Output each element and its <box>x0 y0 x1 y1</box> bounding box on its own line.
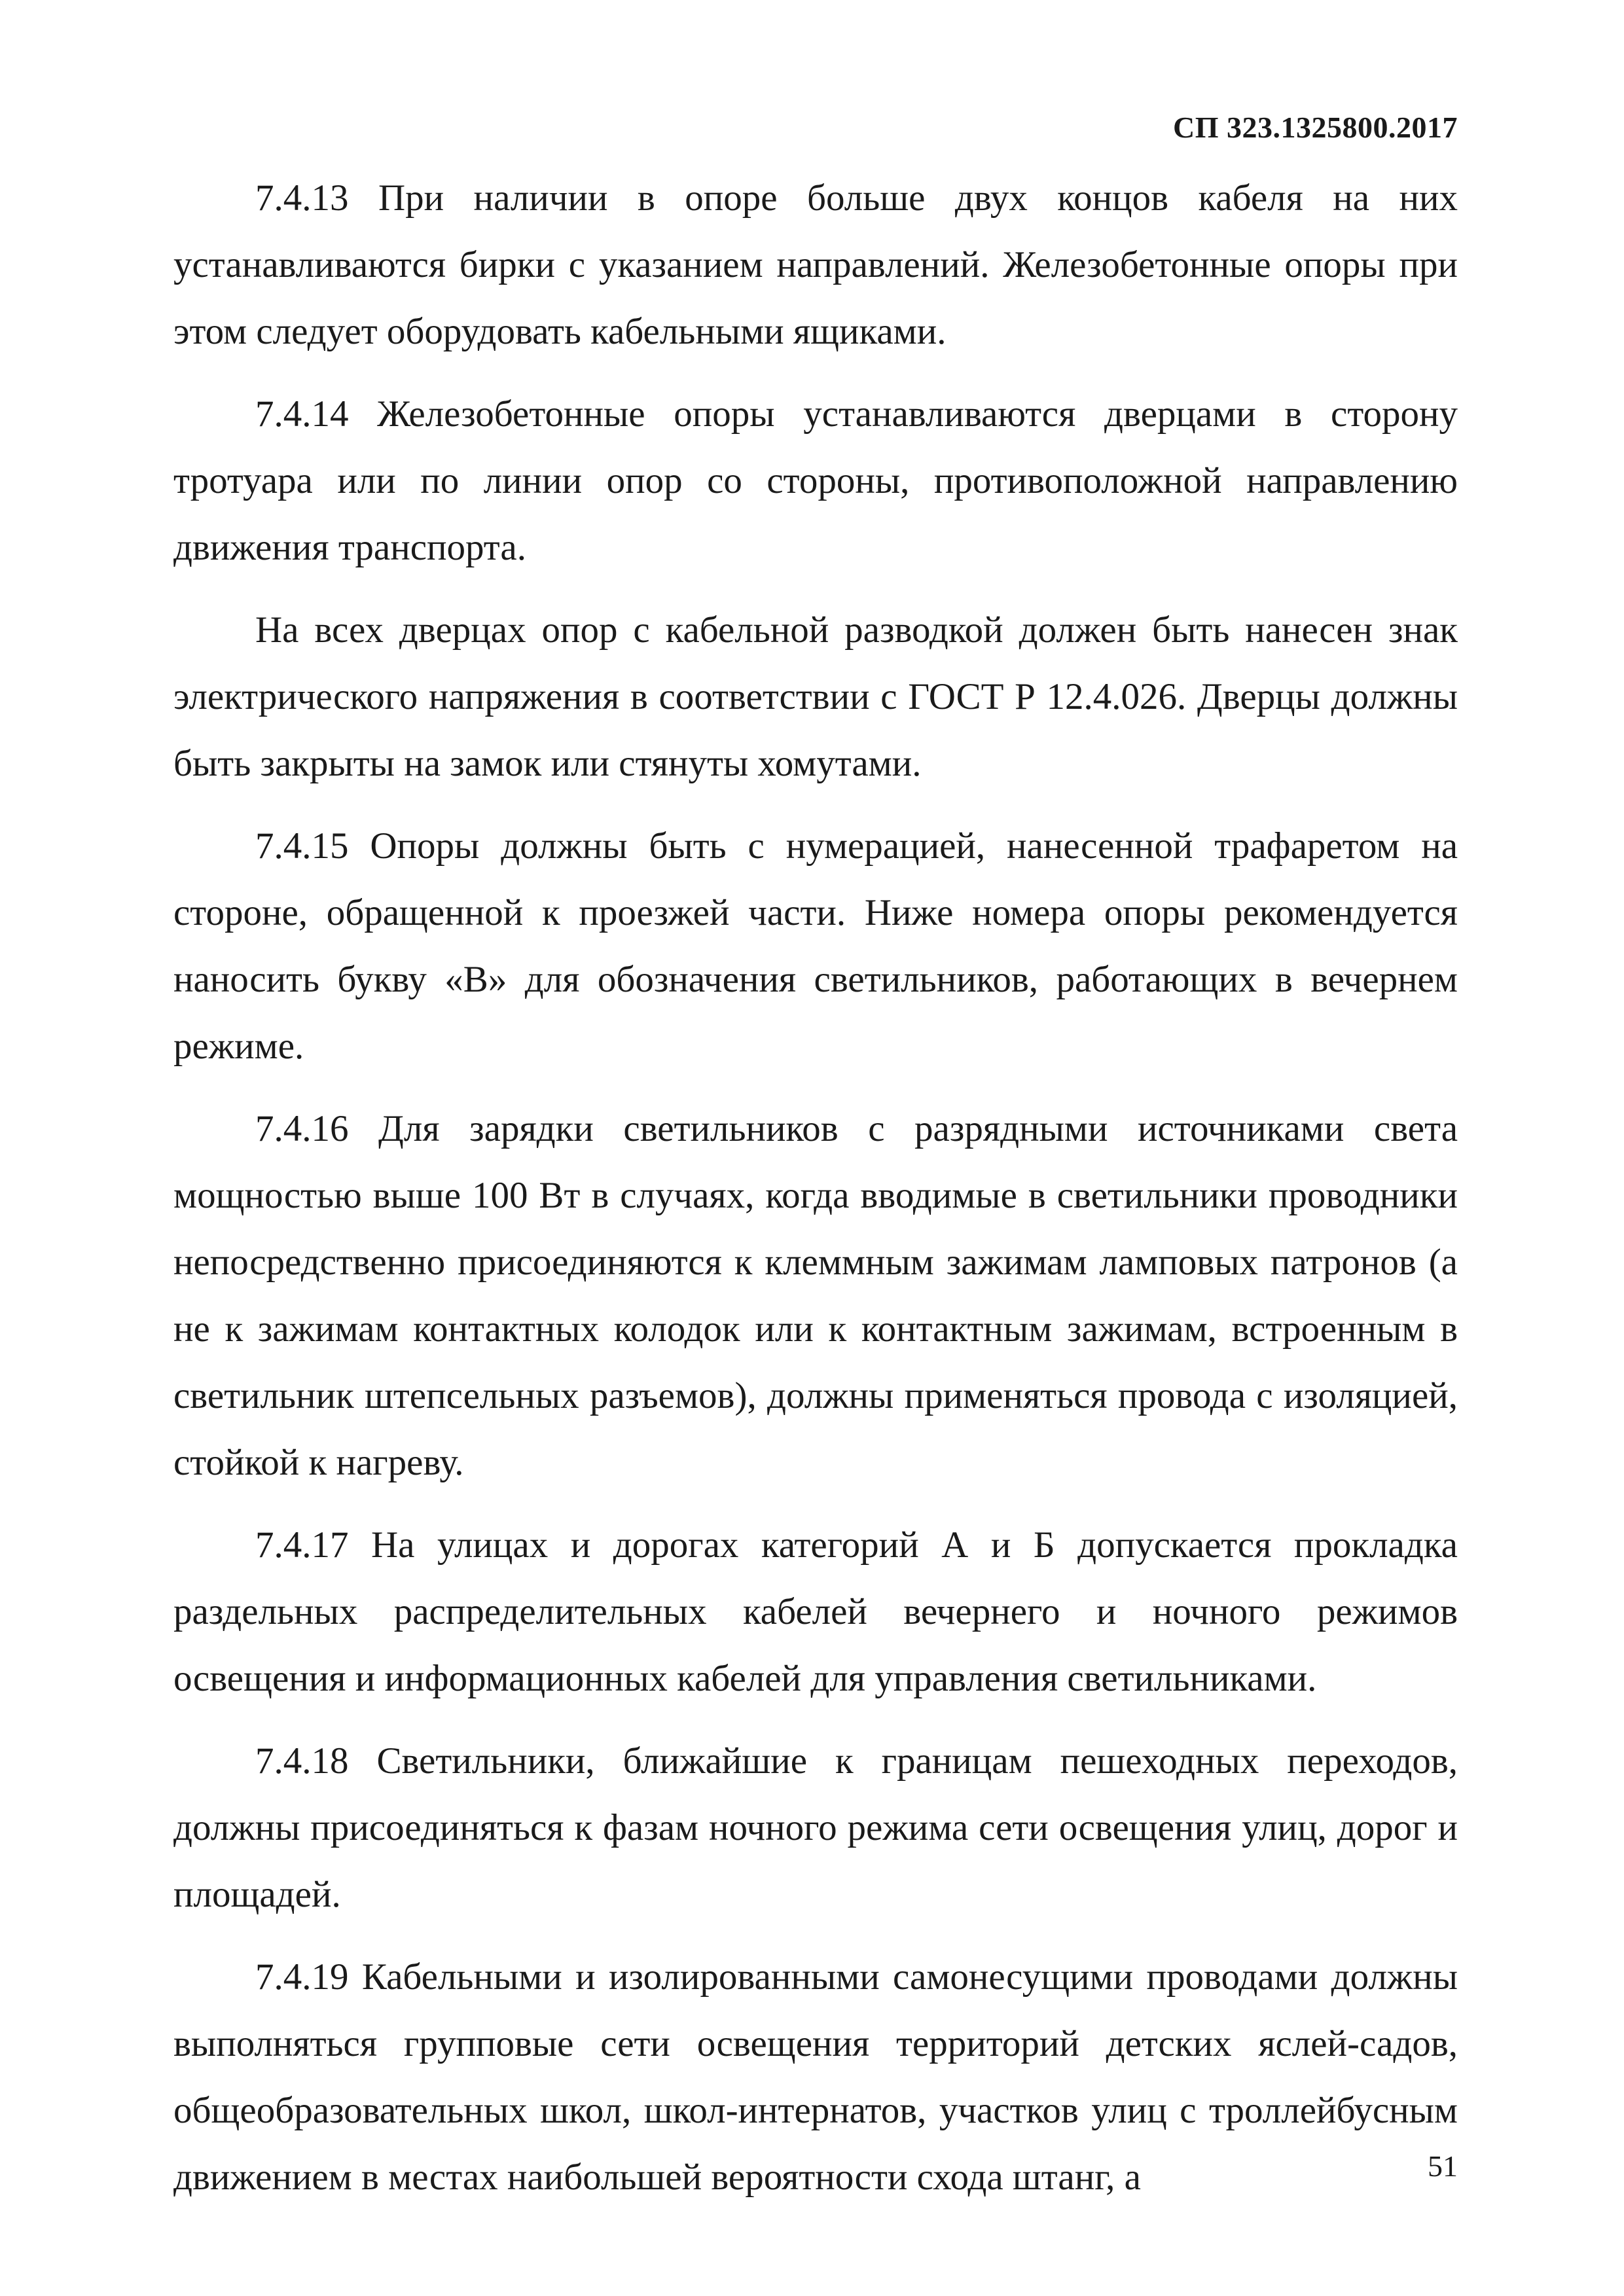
paragraph-7-4-13: 7.4.13 При наличии в опоре больше двух концов кабеля на них устанавливаются бирки с указанием направлений. Железобетонные опоры при этом следует оборудовать кабельными ящиками. <box>173 177 1458 352</box>
paragraph-7-4-19: 7.4.19 Кабельными и изолированными самонесущими проводами должны выполняться групповые сети освещения территорий детских яслей-садов, общеобразовательных школ, школ-интернатов, участков улиц с троллейбусным движением в местах наибольшей вероятности схода штанг, а <box>173 1956 1458 2198</box>
page-number: 51 <box>1428 2149 1458 2183</box>
paragraph-door-marking: На всех дверцах опор с кабельной разводкой должен быть нанесен знак электрического напряжения в соответствии с ГОСТ Р 12.4.026. Дверцы должны быть закрыты на замок или стянуты хомутами. <box>173 609 1458 784</box>
document-body <box>173 165 1458 2227</box>
paragraph-7-4-17: 7.4.17 На улицах и дорогах категорий А и Б допускается прокладка раздельных распределительных кабелей вечернего и ночного режимов освещения и информационных кабелей для управления светильниками. <box>173 1524 1458 1699</box>
document-code: СП 323.1325800.2017 <box>1173 111 1458 144</box>
paragraph-7-4-14: 7.4.14 Железобетонные опоры устанавливаются дверцами в сторону тротуара или по линии опор со стороны, противоположной направлению движения транспорта. <box>173 393 1458 568</box>
paragraph-7-4-16: 7.4.16 Для зарядки светильников с разрядными источниками света мощностью выше 100 Вт в случаях, когда вводимые в светильники проводники непосредственно присоединяются к клеммным зажимам ламповых патронов (а не к зажимам контактных колодок или к контактным зажимам, встроенным в светильник штепсельных разъемов), должны применяться провода с изоляцией, стойкой к нагреву. <box>173 1108 1458 1483</box>
paragraph-7-4-18: 7.4.18 Светильники, ближайшие к границам пешеходных переходов, должны присоединяться к фазам ночного режима сети освещения улиц, дорог и площадей. <box>173 1740 1458 1915</box>
paragraph-7-4-15: 7.4.15 Опоры должны быть с нумерацией, нанесенной трафаретом на стороне, обращенной к проезжей части. Ниже номера опоры рекомендуется наносить букву «В» для обозначения светильников, работающих в вечернем режиме. <box>173 825 1458 1067</box>
